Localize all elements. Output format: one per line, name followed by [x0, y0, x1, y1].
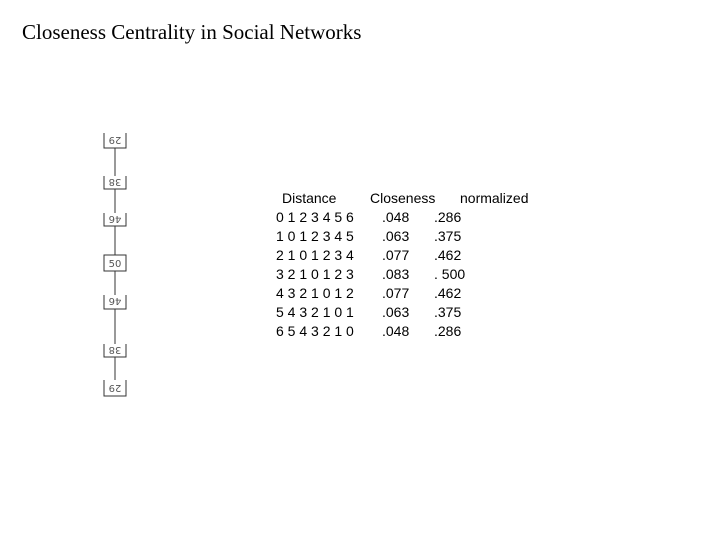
- normalized-cell: .286: [434, 209, 462, 225]
- node-6: [104, 344, 126, 357]
- node-label: 50: [108, 259, 122, 270]
- distance-cell: 0 1 2 3 4 5 6: [276, 209, 354, 225]
- distance-cell: 4 3 2 1 0 1 2: [276, 285, 354, 301]
- node-1: [104, 133, 126, 148]
- distance-cell: 2 1 0 1 2 3 4: [276, 247, 354, 263]
- normalized-cell: .375: [434, 228, 462, 244]
- distance-cell: 1 0 1 2 3 4 5: [276, 228, 354, 244]
- node-label: 38: [108, 176, 122, 187]
- slide-title: Closeness Centrality in Social Networks: [22, 20, 362, 44]
- node-7: [104, 380, 126, 396]
- closeness-cell: .083: [382, 266, 410, 282]
- node-label: 29: [108, 134, 122, 145]
- node-label: 46: [108, 213, 122, 224]
- closeness-cell: .063: [382, 228, 410, 244]
- header-closeness: Closeness: [370, 190, 436, 206]
- closeness-cell: .077: [382, 247, 410, 263]
- header-normalized: normalized: [460, 190, 529, 206]
- node-2: [104, 176, 126, 189]
- node-4: [104, 255, 126, 271]
- normalized-cell: . 500: [434, 266, 466, 282]
- node-label: 38: [108, 344, 122, 355]
- closeness-cell: .048: [382, 323, 410, 339]
- normalized-cell: .286: [434, 323, 462, 339]
- normalized-cell: .462: [434, 285, 462, 301]
- node-label: 29: [108, 382, 122, 393]
- closeness-cell: .077: [382, 285, 410, 301]
- node-label: 46: [108, 295, 122, 306]
- distance-cell: 5 4 3 2 1 0 1: [276, 304, 354, 320]
- normalized-cell: .462: [434, 247, 462, 263]
- node-3: [104, 213, 126, 226]
- closeness-cell: .048: [382, 209, 410, 225]
- header-distance: Distance: [282, 190, 337, 206]
- normalized-cell: .375: [434, 304, 462, 320]
- distance-cell: 3 2 1 0 1 2 3: [276, 266, 354, 282]
- node-5: [104, 295, 126, 309]
- distance-cell: 6 5 4 3 2 1 0: [276, 323, 354, 339]
- closeness-cell: .063: [382, 304, 410, 320]
